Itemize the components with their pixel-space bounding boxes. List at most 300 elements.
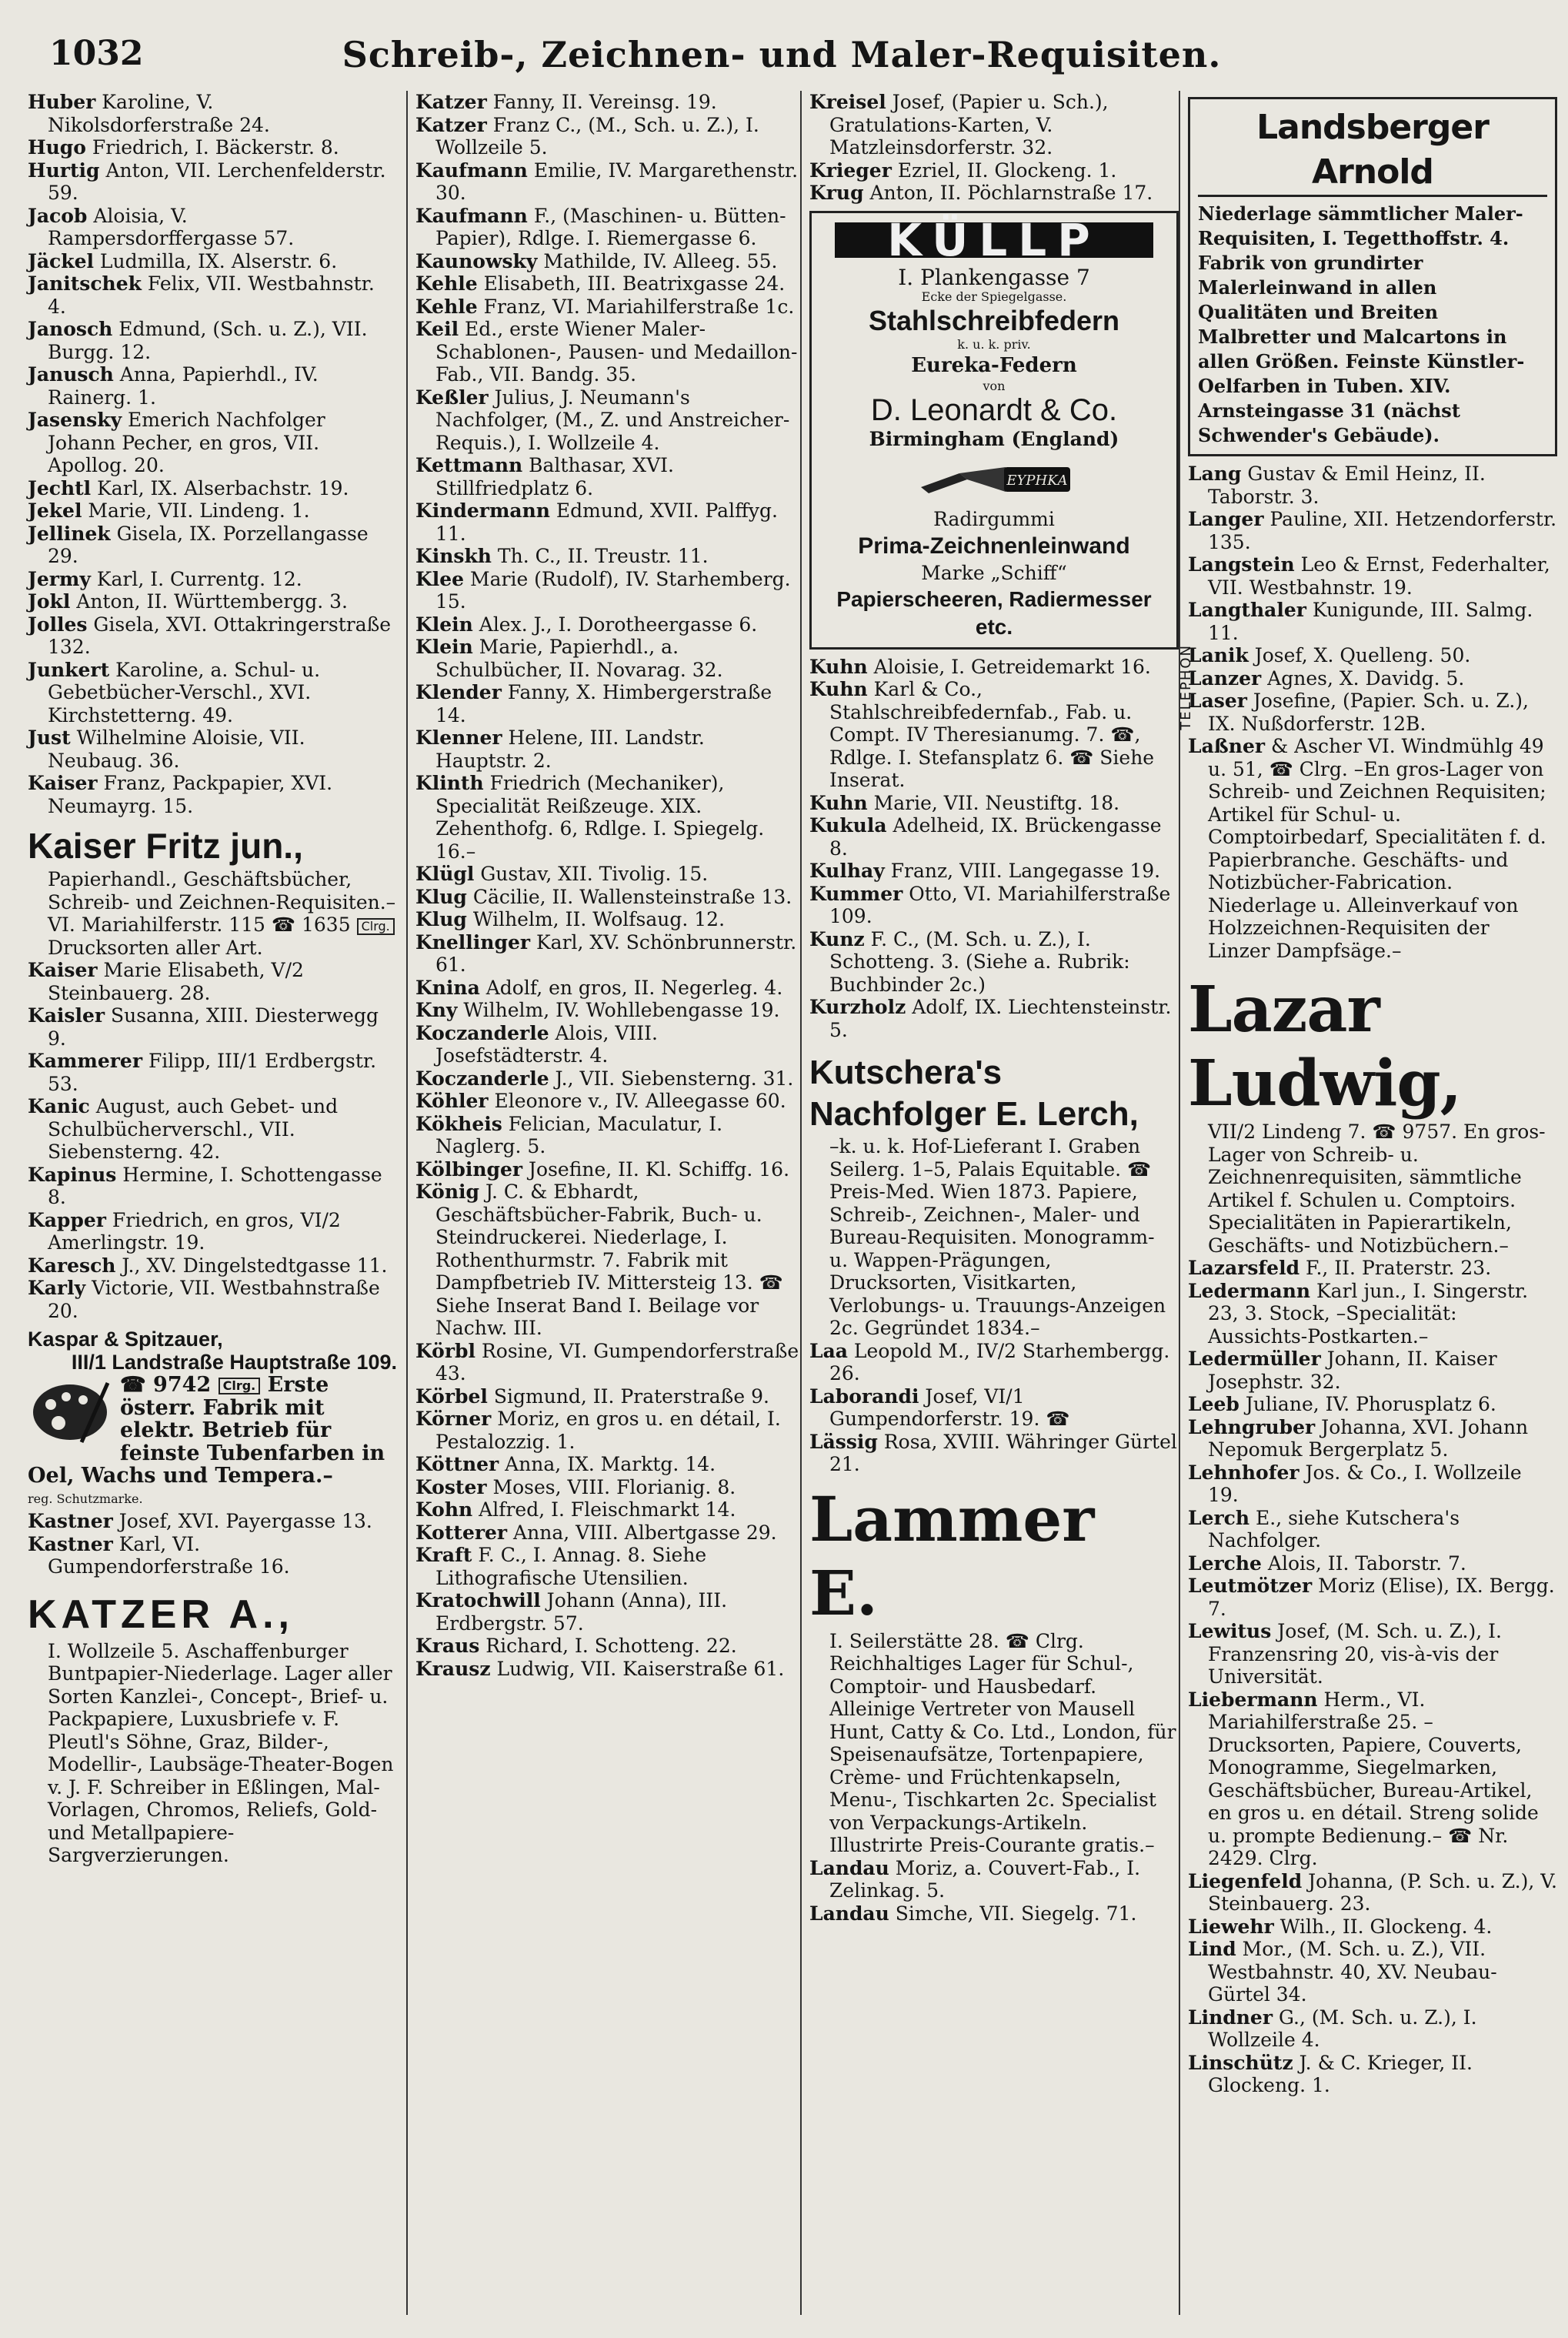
entry-name: Kölbinger [415,1157,523,1181]
entry-details: Karoline, V. Nikolsdorferstraße 24. [48,91,270,136]
lazar-desc: VII/2 Lindeng 7. ☎ 9757. En gros-Lager von Schreib- u. Zeichnenrequisiten, sämmtliche Artikel f. Schulen u. Comptoirs. Specialitäten in Papierartikeln, Geschäfts- und Notizbüchern.– [1208,1121,1546,1257]
entry-name: Krausz [415,1657,491,1680]
kuellp-address-note: Ecke der Spiegelgasse. [921,289,1067,304]
entry-name: Katzer [415,113,487,136]
entry-details: Felician, Maculatur, I. Naglerg. 5. [435,1112,723,1157]
entry-details: Emilie, IV. Margarethenstr. 30. [435,159,799,204]
directory-entry [28,499,397,523]
entry-details: Wilh., II. Glockeng. 4. [1273,1915,1493,1938]
entry-details: Th. C., II. Treustr. 11. [491,545,709,567]
entry-details: Karl jun., I. Singerstr. 23, 3. Stock, –Specialität: Aussichts-Postkarten.– [1208,1279,1529,1348]
column-4 [1179,91,1557,2315]
entry-name: Landau [809,1856,889,1879]
entry-details: Marie (Rudolf), IV. Starhemberg. 15. [435,567,791,613]
entry-list-col1c [28,1510,397,1578]
entry-name: Kaiser [28,959,98,981]
directory-entry [28,1209,397,1254]
kuellp-maker: D. Leonardt & Co. [870,392,1118,427]
entry-name: Liegenfeld [1188,1869,1303,1892]
kaspar-trademark: reg. Schutzmarke. [28,1491,143,1506]
entry-name: Liewehr [1188,1915,1274,1938]
entry-details: Marie, VII. Lindeng. 1. [82,499,310,522]
entry-name: Klinth [415,772,484,794]
entry-details: Alois, VIII. Josefstädterstr. 4. [435,1021,659,1067]
palette-icon [28,1377,112,1446]
entry-details: Johann, II. Kaiser Josephstr. 32. [1208,1348,1497,1393]
kuellp-maker-city: Birmingham (England) [869,427,1119,450]
directory-entry [809,182,1179,205]
landsberger-ad [1188,97,1557,456]
entry-name: Lind [1188,1938,1236,1960]
directory-entry [28,1164,397,1209]
entry-details: Moriz, a. Couvert-Fab., I. Zelinkag. 5. [829,1856,1141,1902]
directory-entry [415,296,800,319]
entry-details: Richard, I. Schotteng. 22. [479,1635,737,1657]
kuellp-product-1-note: k. u. k. priv. [957,336,1031,352]
entry-name: Jellinek [28,522,111,545]
directory-entry [1188,508,1557,553]
entry-details: Marie, VII. Neustiftg. 18. [867,791,1120,814]
entry-name: Lanzer [1188,666,1262,690]
kuellp-telephon: TELEPHON [1178,643,1194,730]
entry-details: Franz C., (M., Sch. u. Z.), I. Wollzeile 5. [435,113,759,159]
entry-details: Karl, XV. Schönbrunnerstr. 61. [435,930,797,976]
entry-details: Victorie, VII. Westbahnstraße 20. [48,1277,380,1322]
directory-entry [1188,1416,1557,1461]
entry-details: Friedrich (Mechaniker), Specialität Reißzeuge. XIX. Zehenthofg. 6, Rdlge. I. Spiegelg. 16.– [435,772,765,863]
directory-entry [28,726,397,772]
entry-name: Kratochwill [415,1589,541,1612]
directory-entry [415,1453,800,1476]
directory-entry [28,1254,397,1278]
entry-list-col1 [28,91,397,817]
kuellp-product-4-note: Marke „Schiff“ [921,561,1067,584]
directory-entry [415,1658,800,1681]
entry-list-col1b [28,959,397,1322]
entry-name: Jechtl [28,476,92,499]
entry-details: Sigmund, II. Praterstraße 9. [487,1384,769,1408]
entry-details: Filipp, III/1 Erdbergstr. 53. [48,1050,377,1095]
directory-entry [1188,1575,1557,1620]
entry-name: Kny [415,999,458,1021]
entry-name: Krug [809,182,864,204]
entry-list-col4a [1188,463,1557,962]
directory-entry [415,1408,800,1453]
directory-entry [28,1095,397,1164]
entry-name: Kapper [28,1208,106,1231]
entry-details: Simche, VII. Siegelg. 71. [889,1902,1137,1925]
kaspar-title: Kaspar & Spitzauer, [28,1328,223,1351]
entry-name: Jäckel [28,249,94,272]
directory-entry [809,1340,1179,1385]
lammer-title: Lammer E. [809,1482,1095,1629]
directory-entry [1188,1507,1557,1552]
directory-entry [809,883,1179,928]
entry-details: Josef, XVI. Payergasse 13. [112,1510,372,1532]
kuellp-product-4: Prima-Zeichnenleinwand [858,533,1130,559]
entry-name: Liebermann [1188,1688,1318,1711]
directory-entry [415,726,800,772]
entry-name: Karesch [28,1254,116,1277]
landsberger-title: Landsberger Arnold [1198,105,1547,197]
directory-entry [415,1158,800,1181]
entry-details: Josef, (Papier u. Sch.), Gratulations-Karten, V. Matzleinsdorferstr. 32. [829,91,1109,159]
directory-entry [415,681,800,726]
directory-entry [1188,1280,1557,1348]
directory-entry [809,159,1179,182]
directory-entry [809,678,1179,792]
directory-entry [415,1113,800,1158]
entry-details: Franz, VI. Mariahilferstraße 1c. [477,295,795,318]
entry-name: Kinskh [415,545,492,567]
directory-entry [1188,644,1557,667]
entry-details: Josef, VI/1 Gumpendorferstr. 19. ☎ [829,1384,1070,1430]
directory-entry [28,159,397,205]
entry-list-col4b [1188,1257,1557,2097]
entry-details: Josef, (M. Sch. u. Z.), I. Franzensring 20, vis-à-vis der Universität. [1208,1620,1502,1688]
entry-details: Johanna, XVI. Johann Nepomuk Bergerplatz 5. [1208,1415,1529,1461]
entry-name: König [415,1181,480,1203]
entry-name: Kammerer [28,1050,142,1072]
entry-name: Katzer [415,91,487,113]
entry-details: Josefine, (Papier. Sch. u. Z.), IX. Nußdorferstr. 12B. [1208,690,1529,735]
directory-entry [28,477,397,500]
directory-entry [1188,1938,1557,2006]
entry-list-col2 [415,91,800,1680]
entry-list-col3a [809,91,1179,205]
entry-name: Klug [415,885,467,908]
entry-name: Jasensky [28,409,122,431]
entry-name: Junkert [28,658,110,681]
entry-name: Kummer [809,882,903,905]
entry-list-col3c [809,1340,1179,1476]
entry-name: Leutmötzer [1188,1575,1313,1597]
kuellp-banner: KÜLLP [835,222,1153,258]
directory-entry [1188,1393,1557,1416]
entry-details: Adolf, IX. Liechtensteinstr. 5. [829,996,1172,1041]
directory-entry [28,568,397,591]
entry-name: Lässig [809,1430,878,1453]
katzer-desc: I. Wollzeile 5. Aschaffenburger Buntpapier-Niederlage. Lager aller Sorten Kanzlei-, Concept-, Brief- u. Packpapiere, Luxusbriefe v. F. Pleutl's Söhne, Graz, Bilder-, Modellir-, Laubsäge-Theater-Bogen v. J. F. Schreiber in Eßlingen, Mal-Vorlagen, Chromos, Reliefs, Gold- und Metallpapiere-Sargverzierungen. [48,1639,394,1866]
directory-entry [1188,1461,1557,1507]
directory-entry [415,1385,800,1408]
kuellp-von: von [983,378,1006,393]
entry-name: Klügl [415,863,475,885]
entry-details: F., (Maschinen- u. Bütten-Papier), Rdlge. I. Riemergasse 6. [435,204,786,249]
directory-entry [28,205,397,250]
entry-name: Kohn [415,1498,473,1521]
entry-name: Klender [415,681,502,703]
entry-details: F. C., I. Annag. 8. Siehe Lithografische Utensilien. [435,1544,707,1589]
directory-entry [415,205,800,250]
entry-details: Josef, X. Quelleng. 50. [1248,644,1471,666]
pen-label: ΕΥΡΗΚΑ [1006,472,1068,489]
lazar-title: Lazar Ludwig, [1188,973,1462,1121]
entry-details: Balthasar, XVI. Stillfriedplatz 6. [435,454,674,499]
entry-name: Janosch [28,318,113,340]
entry-name: Ledermüller [1188,1348,1321,1370]
entry-details: Leopold M., IV/2 Starhembergg. 26. [829,1339,1170,1384]
entry-details: Aloisie, I. Getreidemarkt 16. [867,655,1151,678]
directory-entry [415,1340,800,1385]
entry-details: Herm., VI. Mariahilferstraße 25. –Drucksorten, Papiere, Couverts, Monogramme, Siegelmarken, Geschäftsbücher, Bureau-Artikel, en gros u. en détail. Streng solide u. prompte Bedienung.– ☎ Nr. 2429. Clrg. [1208,1688,1539,1869]
landsberger-desc: Niederlage sämmtlicher Maler-Requisiten, I. Tegetthoffstr. 4. Fabrik von grundirter Malerleinwand in allen Qualitäten und Breiten Malbretter und Malcartons in allen Größen. Feinste Künstler-Oelfarben in Tuben. XIV. Arnsteingasse 31 (nächst Schwender's Gebäude). [1198,202,1525,446]
directory-entry [415,886,800,909]
entry-details: E., siehe Kutschera's Nachfolger. [1208,1506,1460,1551]
entry-details: Edmund, (Sch. u. Z.), VII. Burgg. 12. [48,318,368,363]
directory-entry [415,1544,800,1589]
entry-details: Gisela, XVI. Ottakringerstraße 132. [48,613,392,658]
entry-name: Lerch [1188,1506,1250,1529]
entry-name: Leeb [1188,1393,1239,1415]
entry-name: Jolles [28,613,88,636]
entry-details: Anton, II. Pöchlarnstraße 17. [863,182,1153,204]
entry-name: Landau [809,1902,889,1925]
entry-name: Huber [28,91,96,113]
kaspar-address: III/1 Landstraße Hauptstraße 109. [71,1350,397,1374]
entry-name: Kraft [415,1544,472,1566]
entry-name: Langer [1188,508,1264,530]
entry-name: Karly [28,1277,86,1299]
entry-name: Krieger [809,159,892,182]
page-header [28,34,1536,88]
entry-name: Klein [415,613,473,636]
entry-name: Langstein [1188,553,1295,576]
directory-entry [415,1521,800,1545]
entry-details: Juliane, IV. Phorusplatz 6. [1239,1393,1496,1415]
entry-name: Kehle [415,295,478,318]
directory-entry [1188,1552,1557,1575]
entry-name: Kotterer [415,1521,508,1544]
entry-name: Jokl [28,590,71,613]
entry-name: Kreisel [809,91,886,113]
entry-details: Fanny, X. Himbergerstraße 14. [435,681,772,726]
directory-entry [415,977,800,1000]
entry-details: Elisabeth, III. Beatrixgasse 24. [477,272,786,295]
entry-details: Gisela, IX. Porzellangasse 29. [48,522,369,567]
directory-entry [28,363,397,409]
entry-name: Klug [415,908,467,930]
entry-name: Laser [1188,690,1247,712]
entry-details: Friedrich, I. Bäckerstr. 8. [85,136,339,159]
directory-entry [809,996,1179,1041]
entry-details: F., II. Praterstr. 23. [1299,1257,1492,1279]
directory-entry [415,1090,800,1113]
entry-name: Jekel [28,499,82,522]
lammer-desc: I. Seilerstätte 28. ☎ Clrg. Reichhaltiges Lager für Schul-, Comptoir- und Hausbedarf. Alleinige Vertreter von Mausell Hunt, Catty & Co. Ltd., London, für Speisenaufsätze, Tortenpapiere, Crème- und Früchtenkapseln, Menu-, Tischkarten 2c. Specialist von Verpackungs-Artikeln. Illustrirte Preis-Courante gratis.– [829,1629,1176,1856]
entry-name: Kanic [28,1095,90,1117]
entry-name: Hurtig [28,159,100,182]
entry-name: Kastner [28,1532,113,1555]
directory-entry [1188,1257,1557,1280]
directory-entry [1188,599,1557,644]
entry-name: Knellinger [415,930,531,954]
directory-entry [415,272,800,296]
directory-entry [1188,735,1557,962]
directory-entry [415,159,800,205]
directory-entry [415,1476,800,1499]
entry-details: Leo & Ernst, Federhalter, VII. Westbahnstr. 19. [1208,553,1550,599]
entry-details: Franz, Packpapier, XVI. Neumayrg. 15. [48,772,333,817]
entry-details: Gustav, XII. Tivolig. 15. [474,863,709,885]
entry-details: Ezriel, II. Glockeng. 1. [891,159,1117,182]
directory-entry [1188,1915,1557,1939]
entry-name: Kaiser [28,772,98,794]
column-1 [28,91,397,2315]
directory-entry [415,908,800,931]
kaspar-phone: ☎ 9742 [120,1373,212,1397]
entry-name: Jermy [28,567,91,590]
directory-entry [809,928,1179,997]
directory-entry [1188,553,1557,599]
directory-entry [809,1385,1179,1431]
directory-entry [415,1498,800,1521]
entry-details: Karoline, a. Schul- u. Gebetbücher-Verschl., XVI. Kirchstetterng. 49. [48,658,321,726]
entry-details: Wilhelmine Aloisie, VII. Neubaug. 36. [48,726,305,772]
entry-name: Just [28,726,71,749]
entry-details: Eleonore v., IV. Alleegasse 60. [488,1090,786,1112]
directory-entry [809,1902,1179,1926]
entry-details: Edmund, XVII. Palffyg. 11. [435,499,778,545]
entry-name: Knina [415,976,480,999]
entry-name: Linschütz [1188,2051,1293,2074]
kaiser-fritz-desc-text: Papierhandl., Geschäftsbücher, Schreib- und Zeichnen-Requisiten.– VI. Mariahilferstr. 115 ☎ 1635 [48,868,396,936]
entry-name: Klee [415,567,465,590]
directory-entry [415,1022,800,1067]
entry-name: Kuhn [809,678,868,700]
entry-details: Adelheid, IX. Brückengasse 8. [829,814,1162,860]
entry-details: Johann (Anna), III. Erdbergstr. 57. [435,1589,728,1635]
directory-entry [415,499,800,545]
entry-name: Klein [415,636,473,658]
directory-entry [809,656,1179,679]
entry-details: Adolf, en gros, II. Negerleg. 4. [479,976,783,999]
entry-details: Kunigunde, III. Salmg. 11. [1208,599,1533,644]
running-head: Schreib-, Zeichnen- und Maler-Requisiten. [342,34,1222,75]
directory-entry [28,250,397,273]
entry-name: Kettmann [415,454,523,476]
entry-name: Kindermann [415,499,550,522]
directory-entry [28,272,397,318]
entry-details: Anton, VII. Lerchenfelderstr. 59. [48,159,386,204]
entry-details: Rosine, VI. Gumpendorferstraße 43. [435,1339,799,1384]
entry-name: Laborandi [809,1384,919,1408]
entry-name: Jacob [28,204,88,227]
entry-details: Hermine, I. Schottengasse 8. [48,1163,382,1208]
entry-name: Lehngruber [1188,1415,1316,1438]
entry-details: August, auch Gebet- und Schulbücherverschl., VII. Siebensterng. 42. [48,1095,339,1163]
entry-name: Kuhn [809,791,868,814]
entry-details: Alfred, I. Fleischmarkt 14. [472,1498,736,1521]
clrg-badge: Clrg. [357,918,395,935]
entry-details: Alex. J., I. Dorotheergasse 6. [472,613,758,636]
entry-name: Lang [1188,463,1242,485]
directory-entry [28,409,397,477]
entry-details: Josefine, II. Kl. Schiffg. 16. [522,1157,790,1181]
entry-details: Karl, VI. Gumpendorferstraße 16. [48,1532,290,1578]
directory-entry [28,1533,397,1578]
entry-name: Kunz [809,927,865,950]
kaiser-fritz-title: Kaiser Fritz jun., [28,826,303,866]
entry-name: Kurzholz [809,996,906,1018]
kaiser-fritz-desc [28,868,397,959]
entry-name: Lindner [1188,2006,1273,2029]
entry-name: Koster [415,1475,487,1498]
directory-entry [28,1277,397,1322]
entry-list-col3b [809,656,1179,1042]
entry-details: Karl & Co., Stahlschreibfedernfab., Fab. u. Compt. IV Theresianumg. 7. ☎, Rdlge. I. Stefansplatz 6. ☎ Siehe Inserat. [829,678,1155,791]
entry-name: Lerche [1188,1551,1262,1575]
directory-entry [415,1589,800,1635]
directory-entry [1188,1620,1557,1688]
entry-name: Koczanderle [415,1021,549,1044]
directory-entry [28,318,397,363]
directory-entry [28,659,397,727]
entry-name: Laßner [1188,735,1266,757]
entry-details: Alois, II. Taborstr. 7. [1261,1551,1466,1575]
entry-name: Janusch [28,363,114,386]
directory-columns [28,91,1557,2323]
directory-entry [809,860,1179,883]
kuellp-product-3: Radirgummi [933,507,1055,530]
directory-entry [1188,1348,1557,1393]
entry-details: J., XV. Dingelstedtgasse 11. [115,1254,388,1277]
pen-nib-icon [913,456,1075,503]
entry-details: Pauline, XII. Hetzendorferstr. 135. [1208,508,1557,553]
entry-name: Kapinus [28,1163,117,1186]
entry-details: Moriz, en gros u. en détail, I. Pestalozzig. 1. [435,1408,781,1453]
entry-details: J., VII. Siebensterng. 31. [549,1067,794,1090]
kutschera-title: Kutschera's Nachfolger E. Lerch, [809,1054,1139,1133]
katzer-title: KATZER A., [28,1592,294,1637]
directory-entry [415,318,800,386]
entry-details: Anton, II. Württembergg. 3. [70,590,348,613]
directory-entry [28,959,397,1004]
entry-name: Klenner [415,726,502,749]
directory-entry [415,386,800,455]
directory-entry [415,1067,800,1091]
directory-entry [415,250,800,273]
directory-entry [1188,2052,1557,2097]
directory-entry [1188,667,1557,690]
entry-details: Moriz (Elise), IX. Bergg. 7. [1208,1575,1555,1620]
entry-details: G., (M. Sch. u. Z.), I. Wollzeile 4. [1208,2006,1477,2051]
kaspar-desc-text: Erste österr. Fabrik mit elektr. Betrieb für feinste Tubenfarben in Oel, Wachs und Tempera.– [28,1373,385,1488]
entry-details: Emerich Nachfolger Johann Pecher, en gros, VII. Apollog. 20. [48,409,325,476]
directory-entry [28,1050,397,1095]
entry-details: Cäcilie, II. Wallensteinstraße 13. [466,885,792,908]
directory-entry [415,772,800,863]
entry-name: Keil [415,318,459,340]
entry-details: Wilhelm, IV. Wohllebengasse 19. [457,999,780,1021]
entry-details: Gustav & Emil Heinz, II. Taborstr. 3. [1208,463,1486,508]
entry-details: Fanny, II. Vereinsg. 19. [486,91,717,113]
entry-name: Kastner [28,1510,113,1532]
directory-entry [1188,1688,1557,1870]
entry-details: Felix, VII. Westbahnstr. 4. [48,272,375,318]
clrg-badge: Clrg. [219,1378,261,1394]
entry-name: Kukula [809,814,887,837]
entry-name: Laa [809,1339,848,1362]
entry-name: Lehnhofer [1188,1461,1299,1484]
directory-entry [809,814,1179,860]
entry-details: Mor., (M. Sch. u. Z.), VII. Westbahnstr. 40, XV. Neubau-Gürtel 34. [1208,1938,1497,2006]
entry-details: Moses, VIII. Florianig. 8. [486,1475,736,1498]
entry-name: Körbl [415,1339,476,1362]
entry-name: Kökheis [415,1112,502,1135]
directory-entry [415,1635,800,1658]
page-number: 1032 [49,34,144,73]
